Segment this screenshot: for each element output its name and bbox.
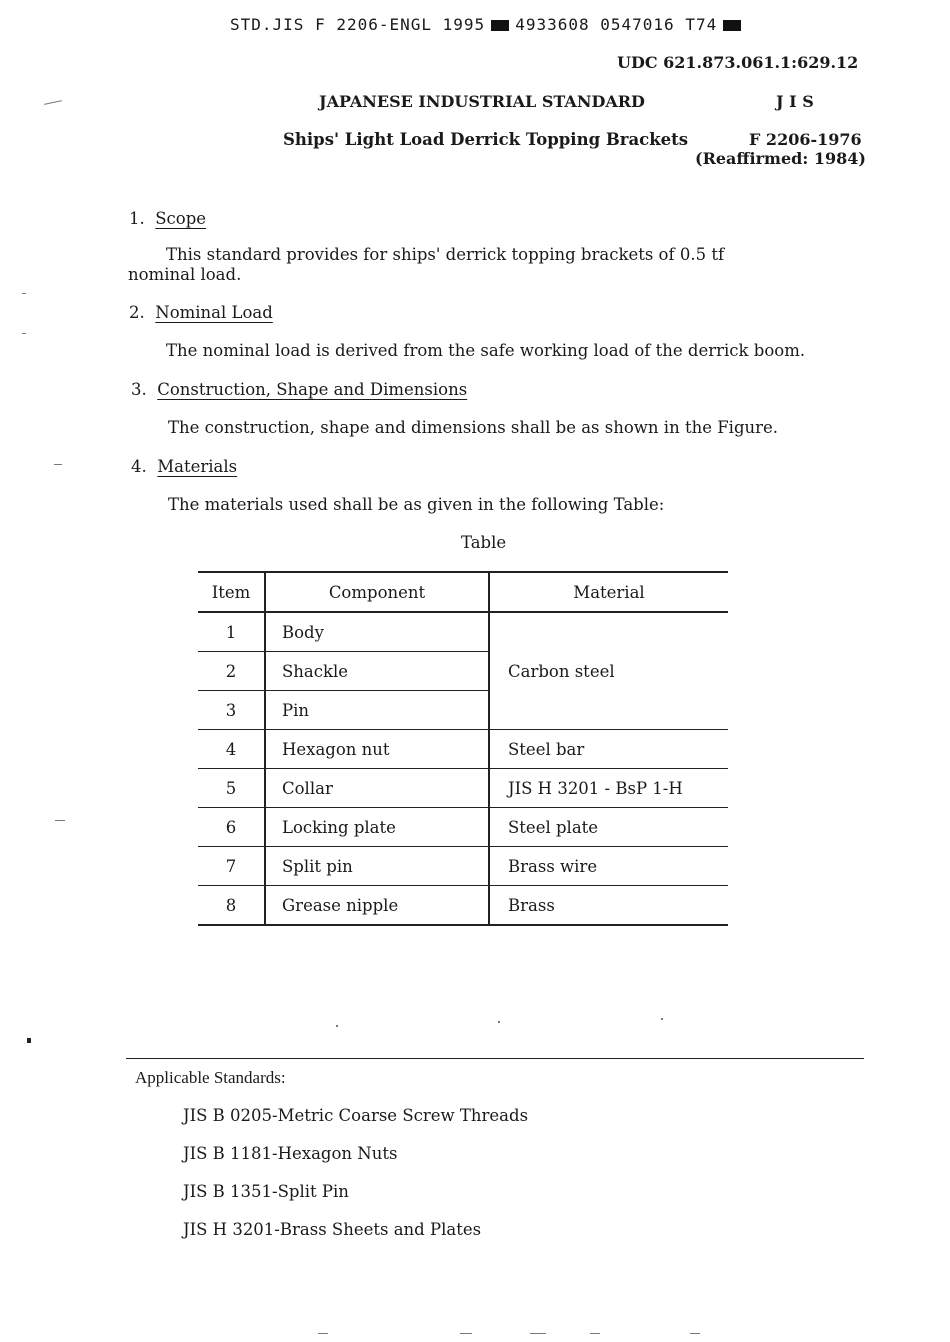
std-code-line — [230, 15, 747, 34]
item-cell: 1 — [198, 612, 265, 652]
material-cell: Steel bar — [489, 730, 728, 769]
barcode-number: 4933608 0547016 — [515, 15, 675, 34]
section-materials-heading: 4. Materials — [131, 457, 238, 476]
scan-artifact — [460, 1333, 472, 1334]
material-cell: Carbon steel — [489, 612, 728, 730]
scan-artifact — [55, 820, 65, 821]
scan-artifact — [54, 464, 62, 465]
applicable-standard-item: JIS H 3201-Brass Sheets and Plates — [183, 1220, 482, 1239]
udc-number: UDC 621.873.061.1:629.12 — [617, 53, 859, 72]
section-construction-heading: 3. Construction, Shape and Dimensions — [131, 380, 468, 399]
scan-artifact — [690, 1333, 700, 1334]
scan-artifact — [530, 1333, 546, 1334]
scan-artifact — [22, 293, 26, 294]
item-cell: 6 — [198, 808, 265, 847]
table-row — [198, 769, 728, 808]
table-row — [198, 847, 728, 886]
redaction-block-2 — [723, 20, 741, 31]
nominal-load-body: The nominal load is derived from the safe working load of the derrick boom. — [166, 341, 806, 360]
item-cell: 5 — [198, 769, 265, 808]
item-cell: 3 — [198, 691, 265, 730]
table-row — [198, 808, 728, 847]
table-caption: Table — [461, 533, 507, 552]
table-header-row — [198, 572, 728, 612]
scan-artifact — [498, 1021, 500, 1023]
applicable-standard-item: JIS B 1351-Split Pin — [183, 1182, 349, 1201]
component-cell: Grease nipple — [265, 886, 489, 926]
applicable-standard-item: JIS B 0205-Metric Coarse Screw Threads — [183, 1106, 529, 1125]
section-nominal-load-heading: 2. Nominal Load — [129, 303, 273, 322]
material-cell: Steel plate — [489, 808, 728, 847]
component-cell: Body — [265, 612, 489, 652]
table-row — [198, 886, 728, 926]
org-title: JAPANESE INDUSTRIAL STANDARD — [319, 92, 645, 111]
component-cell: Split pin — [265, 847, 489, 886]
col-header-component: Component — [265, 572, 489, 612]
component-cell: Hexagon nut — [265, 730, 489, 769]
barcode-suffix: T74 — [685, 15, 718, 34]
footer-rule — [126, 1058, 864, 1059]
scan-artifact — [44, 100, 62, 105]
col-header-material: Material — [489, 572, 728, 612]
standard-title: Ships' Light Load Derrick Topping Brackets — [283, 130, 689, 149]
redaction-block-1 — [491, 20, 509, 31]
construction-body: The construction, shape and dimensions shall be as shown in the Figure. — [168, 418, 779, 437]
component-cell: Collar — [265, 769, 489, 808]
material-cell: JIS H 3201 - BsP 1-H — [489, 769, 728, 808]
material-cell: Brass wire — [489, 847, 728, 886]
scope-body-line-2: nominal load. — [128, 265, 242, 284]
component-cell: Locking plate — [265, 808, 489, 847]
jis-mark: J I S — [776, 92, 814, 111]
section-scope-heading: 1. Scope — [129, 209, 207, 228]
materials-body: The materials used shall be as given in the following Table: — [168, 495, 665, 514]
std-code: STD.JIS F 2206-ENGL 1995 — [230, 15, 486, 34]
scan-artifact — [590, 1333, 600, 1334]
reaffirmed-note: (Reaffirmed: 1984) — [695, 149, 866, 168]
scan-artifact — [336, 1025, 338, 1027]
scan-artifact — [661, 1018, 663, 1020]
scan-artifact — [318, 1333, 328, 1334]
applicable-standards-label: Applicable Standards: — [135, 1068, 286, 1087]
table-row — [198, 730, 728, 769]
col-header-item: Item — [198, 572, 265, 612]
materials-table — [198, 571, 728, 926]
scan-artifact — [22, 333, 26, 334]
item-cell: 2 — [198, 652, 265, 691]
table-row — [198, 612, 728, 652]
component-cell: Pin — [265, 691, 489, 730]
item-cell: 7 — [198, 847, 265, 886]
item-cell: 8 — [198, 886, 265, 926]
item-cell: 4 — [198, 730, 265, 769]
standard-number: F 2206-1976 — [749, 130, 862, 149]
scope-body-line-1: This standard provides for ships' derrick topping brackets of 0.5 tf — [166, 245, 725, 264]
component-cell: Shackle — [265, 652, 489, 691]
scan-artifact — [27, 1038, 31, 1043]
material-cell: Brass — [489, 886, 728, 926]
applicable-standard-item: JIS B 1181-Hexagon Nuts — [183, 1144, 398, 1163]
